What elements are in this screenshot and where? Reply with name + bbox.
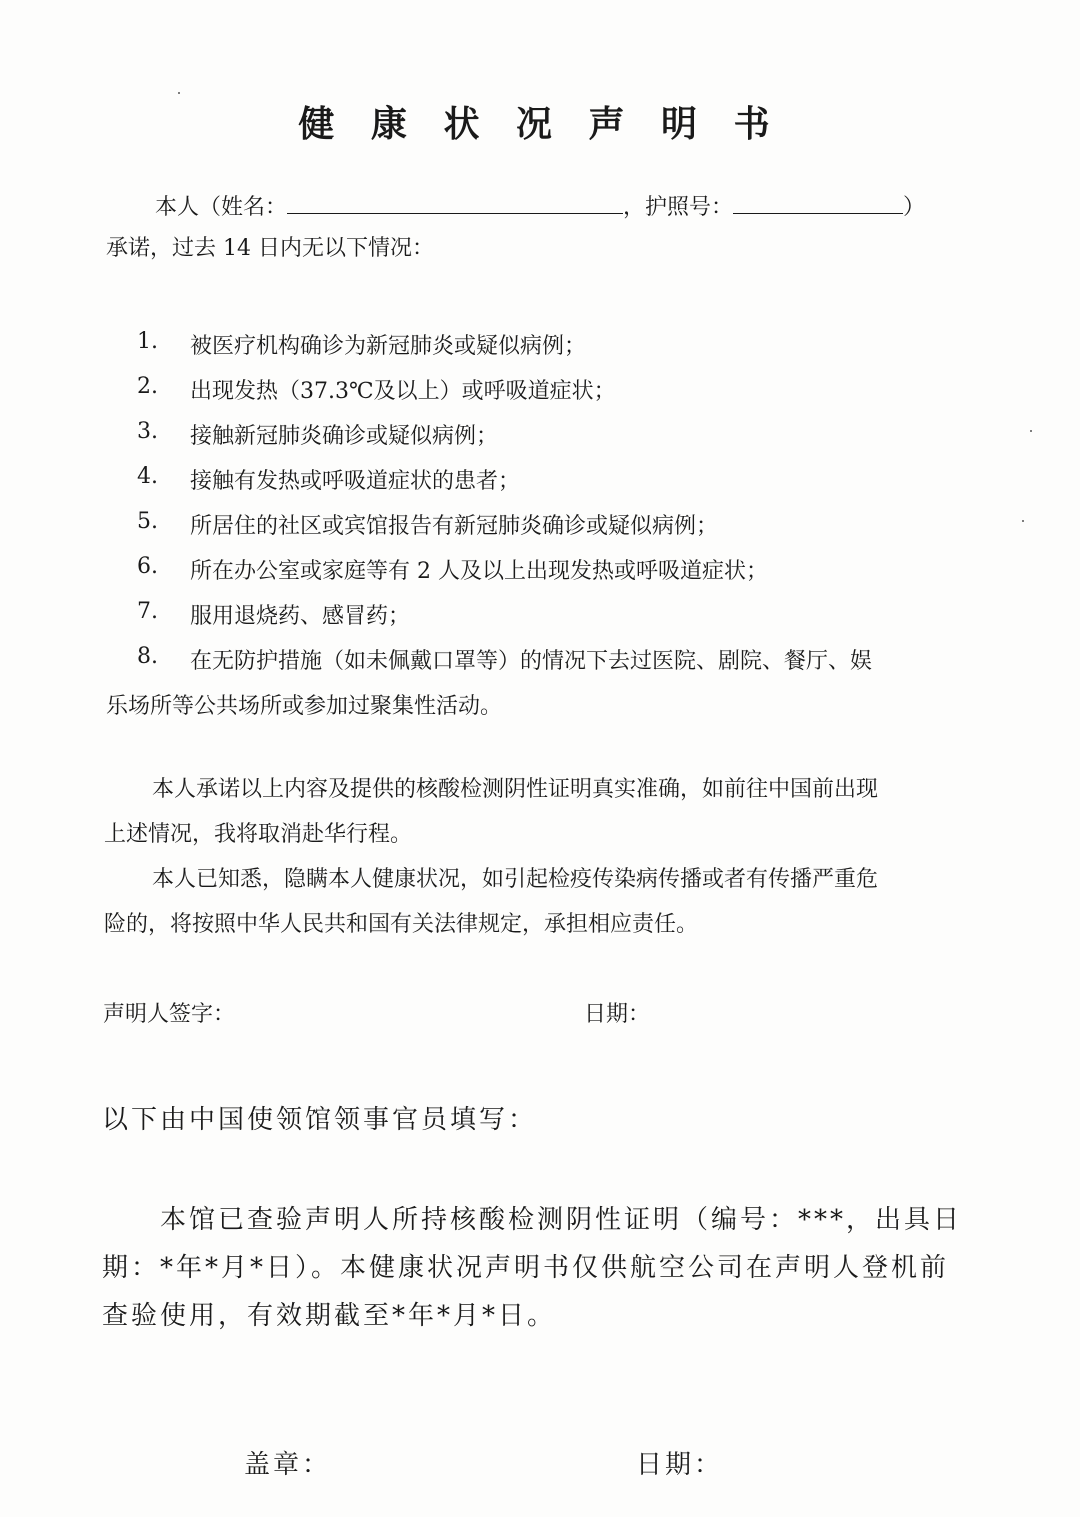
scan-speck (1022, 520, 1024, 522)
list-item: 所居住的社区或宾馆报告有新冠肺炎确诊或疑似病例； (190, 514, 719, 539)
list-item: 在无防护措施（如未佩戴口罩等）的情况下去过医院、剧院、餐厅、娱 (190, 649, 873, 674)
consular-date-label: 日期： (636, 1450, 724, 1480)
list-item: 被医疗机构确诊为新冠肺炎或疑似病例； (190, 334, 587, 359)
pledge-paragraph: 本人已知悉，隐瞒本人健康状况，如引起检疫传染病传播或者有传播严重危 (152, 867, 879, 892)
commitment-intro: 承诺，过去 14 日内无以下情况： (106, 236, 434, 261)
consular-paragraph: 查验使用，有效期截至*年*月*日。 (102, 1301, 557, 1331)
item-number: 6. (137, 554, 158, 579)
item-number: 7. (137, 599, 158, 624)
consular-paragraph: 期：*年*月*日）。本健康状况声明书仅供航空公司在声明人登机前 (102, 1253, 950, 1283)
name-label: 本人（姓名： (155, 195, 288, 220)
consular-heading: 以下由中国使领馆领事官员填写： (102, 1105, 538, 1135)
item-number: 5. (137, 509, 158, 534)
signer-label: 声明人签字： (103, 1002, 236, 1027)
consular-paragraph: 本馆已查验声明人所持核酸检测阴性证明（编号：***，出具日 (160, 1205, 963, 1235)
declarant-line (155, 193, 925, 219)
pledge-paragraph: 本人承诺以上内容及提供的核酸检测阴性证明真实准确，如前往中国前出现 (152, 777, 879, 802)
seal-label: 盖章： (244, 1450, 332, 1480)
item-number: 4. (137, 464, 158, 489)
signature-date-label: 日期： (584, 1002, 651, 1027)
document-title: 健 康 状 况 声 明 书 (298, 103, 782, 145)
list-item: 服用退烧药、感冒药； (190, 604, 411, 629)
name-blank[interactable] (287, 193, 623, 214)
passport-label: ，护照号： (623, 195, 734, 220)
list-item: 出现发热（37.3℃及以上）或呼吸道症状； (190, 379, 616, 404)
passport-blank[interactable] (733, 193, 903, 214)
list-item: 所在办公室或家庭等有 2 人及以上出现发热或呼吸道症状； (190, 559, 768, 584)
pledge-paragraph: 险的，将按照中华人民共和国有关法律规定，承担相应责任。 (104, 912, 699, 937)
list-item: 接触有发热或呼吸道症状的患者； (190, 469, 521, 494)
item-number: 3. (137, 419, 158, 444)
scan-speck (1030, 430, 1032, 432)
list-item: 接触新冠肺炎确诊或疑似病例； (190, 424, 499, 449)
list-item-continuation: 乐场所等公共场所或参加过聚集性活动。 (106, 694, 503, 719)
close-paren: ） (903, 195, 926, 220)
item-number: 2. (137, 374, 158, 399)
item-number: 8. (137, 644, 158, 669)
scan-speck (178, 92, 180, 94)
pledge-paragraph: 上述情况，我将取消赴华行程。 (104, 822, 413, 847)
item-number: 1. (137, 329, 158, 354)
